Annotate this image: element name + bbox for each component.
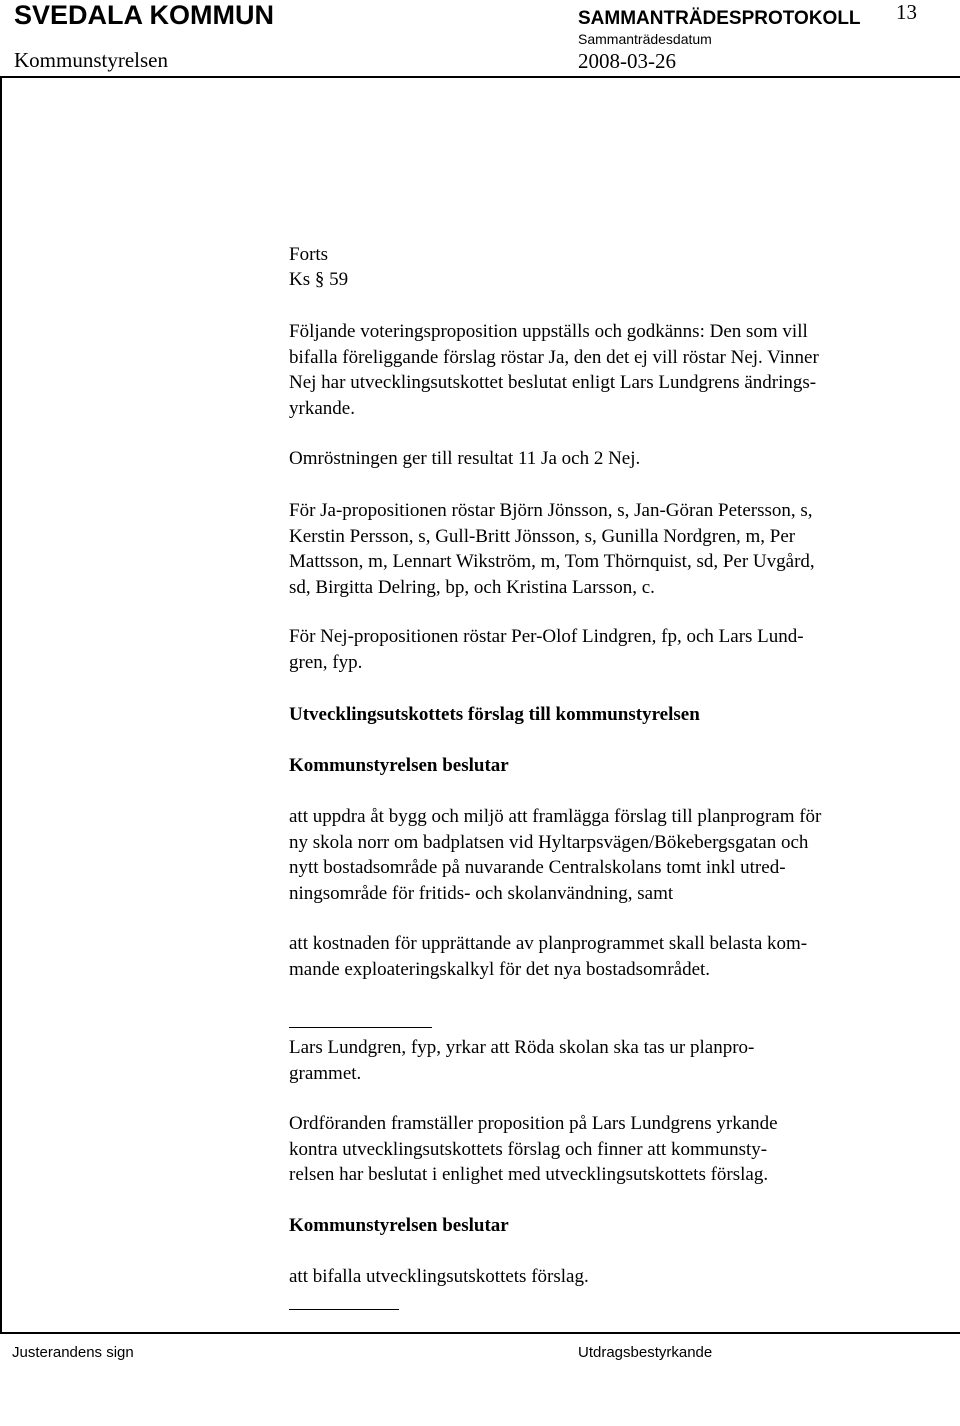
- heading-board-decides-final: Kommunstyrelsen beslutar: [289, 1215, 509, 1236]
- paragraph-vote-result: Omröstningen ger till resultat 11 Ja och 2 Nej.: [289, 448, 641, 469]
- text-line: ny skola norr om badplatsen vid Hyltarpsvägen/Bökebergsgatan och: [289, 831, 809, 853]
- forts-label: Forts: [289, 244, 329, 265]
- heading-committee-proposal: Utvecklingsutskottets förslag till kommunstyrelsen: [289, 704, 700, 725]
- section-separator: [289, 1027, 432, 1028]
- text-line: Mattsson, m, Lennart Wikström, m, Tom Thörnquist, sd, Per Uvgård,: [289, 551, 815, 572]
- section-number: Ks § 59: [289, 269, 349, 290]
- organization-name: SVEDALA KOMMUN: [14, 0, 274, 30]
- text-line: Kerstin Persson, s, Gull-Britt Jönsson, s, Gunilla Nordgren, m, Per: [289, 525, 796, 547]
- text-line: För Nej-propositionen röstar Per-Olof Lindgren, fp, och Lars Lund-: [289, 626, 804, 647]
- text-line: yrkande.: [289, 397, 355, 419]
- text-line: sd, Birgitta Delring, bp, och Kristina Larsson, c.: [289, 576, 655, 598]
- text-line: att uppdra åt bygg och miljö att framlägga förslag till planprogram för: [289, 806, 822, 827]
- text-line: Lars Lundgren, fyp, yrkar att Röda skolan ska tas ur planpro-: [289, 1037, 755, 1058]
- paragraph-decision-planning: [289, 804, 929, 906]
- text-line: att kostnaden för upprättande av planprogrammet skall belasta kom-: [289, 933, 808, 954]
- text-line: gren, fyp.: [289, 651, 363, 673]
- meeting-date: 2008-03-26: [578, 49, 676, 73]
- text-line: För Ja-propositionen röstar Björn Jönsson, s, Jan-Göran Petersson, s,: [289, 500, 813, 521]
- text-line: Följande voteringsproposition uppställs och godkänns: Den som vill: [289, 321, 808, 342]
- text-line: ningsområde för fritids- och skolanvändning, samt: [289, 882, 674, 904]
- paragraph-decision-costs: [289, 931, 929, 982]
- page-number: 13: [896, 0, 917, 24]
- text-line: nytt bostadsområde på nuvarande Centralskolans tomt inkl utred-: [289, 857, 786, 878]
- text-line: Ordföranden framställer proposition på Lars Lundgrens yrkande: [289, 1113, 778, 1134]
- paragraph-yes-votes: [289, 498, 929, 600]
- text-line: relsen har beslutat i enlighet med utvecklingsutskottets förslag.: [289, 1164, 769, 1185]
- paragraph-final-decision: att bifalla utvecklingsutskottets förslag.: [289, 1266, 589, 1287]
- committee-name: Kommunstyrelsen: [14, 48, 168, 72]
- text-line: bifalla föreliggande förslag röstar Ja, den det ej vill röstar Nej. Vinner: [289, 346, 819, 368]
- text-line: kontra utvecklingsutskottets förslag och finner att kommunsty-: [289, 1138, 768, 1160]
- header-rule: [0, 76, 960, 78]
- text-line: mande exploateringskalkyl för det nya bostadsområdet.: [289, 958, 711, 980]
- text-line: Nej har utvecklingsutskottet beslutat enligt Lars Lundgrens ändrings-: [289, 372, 817, 393]
- paragraph-chair-proposition: [289, 1111, 929, 1188]
- text-line: grammet.: [289, 1062, 362, 1084]
- extract-certification-label: Utdragsbestyrkande: [578, 1344, 713, 1361]
- footer-rule: [0, 1332, 960, 1334]
- meeting-date-label: Sammanträdesdatum: [578, 31, 712, 47]
- left-margin-rule: [0, 76, 2, 1332]
- heading-board-decides: Kommunstyrelsen beslutar: [289, 755, 509, 776]
- end-separator: [289, 1309, 399, 1310]
- document-type: SAMMANTRÄDESPROTOKOLL: [578, 8, 861, 29]
- paragraph-motion-lundgren: [289, 1035, 929, 1086]
- signature-label: Justerandens sign: [12, 1344, 134, 1361]
- paragraph-voting-proposition: [289, 319, 929, 421]
- paragraph-no-votes: [289, 624, 929, 675]
